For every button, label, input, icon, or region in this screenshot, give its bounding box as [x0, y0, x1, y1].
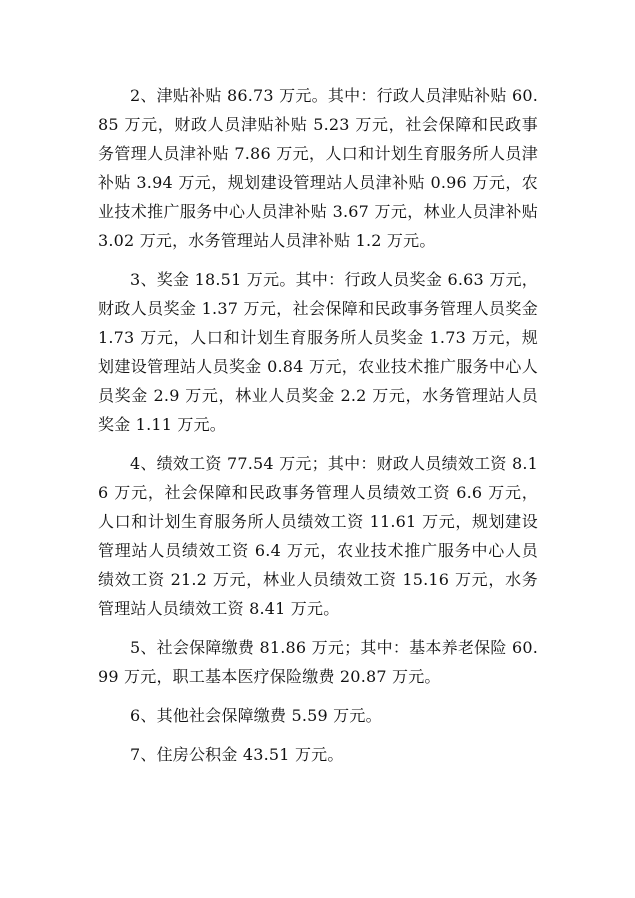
document-body [98, 81, 538, 779]
paragraph-social-security: 5、社会保障缴费 81.86 万元；其中：基本养老保险 60.99 万元，职工基本医疗保险缴费 20.87 万元。 [98, 638, 538, 686]
paragraph-allowances: 2、津贴补贴 86.73 万元。其中：行政人员津贴补贴 60.85 万元，财政人员津贴补贴 5.23 万元，社会保障和民政事务管理人员津补贴 7.86 万元，人口和计划生育服务所人员津补贴 3.94 万元，规划建设管理站人员津补贴 0.96 万元，农业技术推广服务中心人员津补贴 3.67 万元，林业人员津补贴 3.02 万元，水务管理站人员津补贴 1.2 万元。 [98, 86, 538, 250]
paragraph-bonus: 3、奖金 18.51 万元。其中：行政人员奖金 6.63 万元，财政人员奖金 1.37 万元，社会保障和民政事务管理人员奖金 1.73 万元，人口和计划生育服务所人员奖金 1.73 万元，规划建设管理站人员奖金 0.84 万元，农业技术推广服务中心人员奖金 2.9 万元，林业人员奖金 2.2 万元，水务管理站人员奖金 1.11 万元。 [98, 270, 538, 434]
paragraph-performance-pay: 4、绩效工资 77.54 万元；其中：财政人员绩效工资 8.16 万元，社会保障和民政事务管理人员绩效工资 6.6 万元，人口和计划生育服务所人员绩效工资 11.61 万元，规划建设管理站人员绩效工资 6.4 万元，农业技术推广服务中心人员绩效工资 21.2 万元，林业人员绩效工资 15.16 万元，水务管理站人员绩效工资 8.41 万元。 [98, 454, 538, 618]
paragraph-other-social-security: 6、其他社会保障缴费 5.59 万元。 [130, 706, 382, 725]
paragraph-housing-fund: 7、住房公积金 43.51 万元。 [130, 745, 344, 764]
